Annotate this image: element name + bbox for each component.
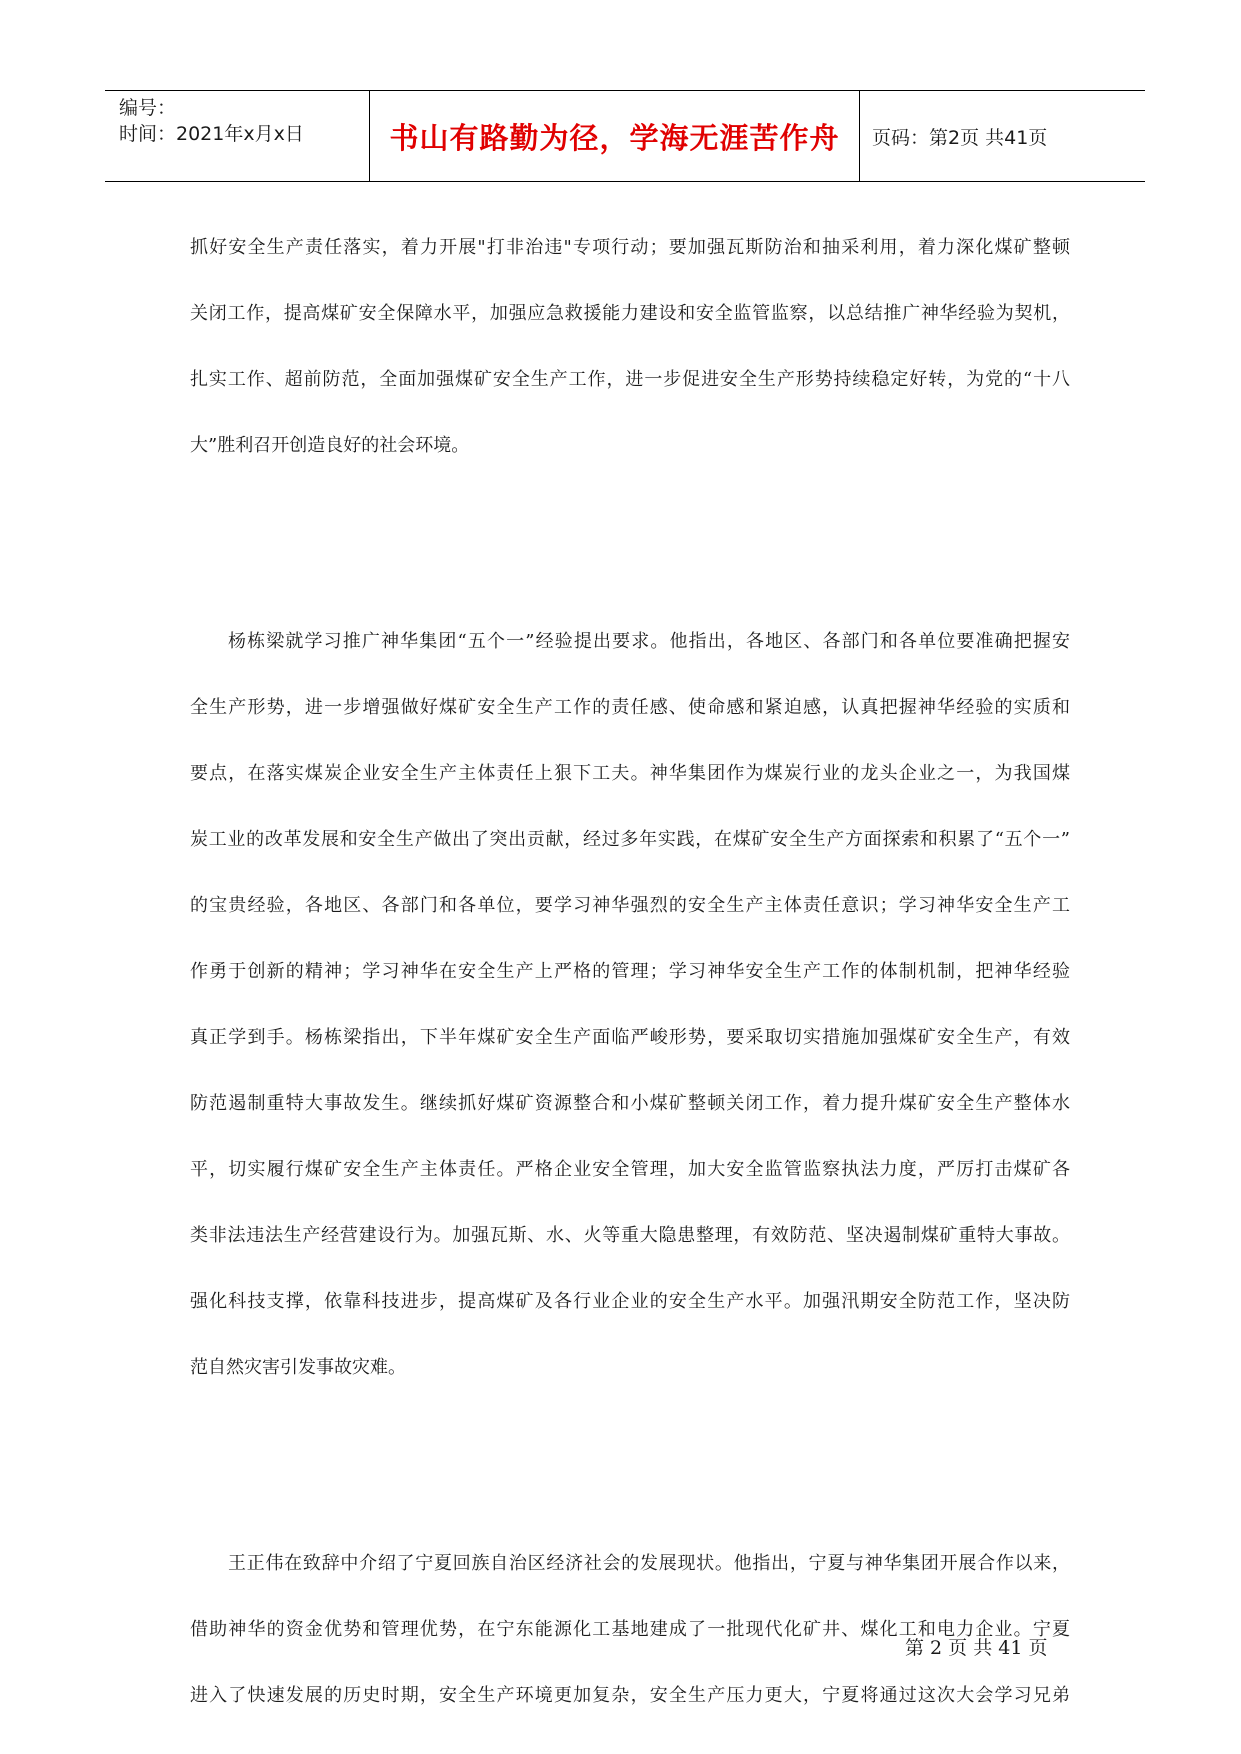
page-footer: 第 2 页 共 41 页 [905,1637,1048,1659]
paragraph-line: 抓好安全生产责任落实，着力开展"打非治违"专项行动；要加强瓦斯防治和抽采利用，着力深化煤矿整顿 [190,237,1070,258]
paragraph-line: 作勇于创新的精神；学习神华在安全生产上严格的管理；学习神华安全生产工作的体制机制，把神华经验 [190,961,1070,982]
paragraph-line: 杨栋梁就学习推广神华集团“五个一”经验提出要求。他指出，各地区、各部门和各单位要准确把握安 [228,631,1070,652]
paragraph-line: 真正学到手。杨栋梁指出，下半年煤矿安全生产面临严峻形势，要采取切实措施加强煤矿安全生产，有效 [190,1027,1070,1048]
paragraph-line: 防范遏制重特大事故发生。继续抓好煤矿资源整合和小煤矿整顿关闭工作，着力提升煤矿安全生产整体水 [190,1093,1070,1114]
paragraph-2 [190,609,1070,1401]
paragraph-line: 借助神华的资金优势和管理优势，在宁东能源化工基地建成了一批现代化矿井、煤化工和电力企业。宁夏 [190,1619,1070,1640]
paragraph-line: 进入了快速发展的历史时期，安全生产环境更加复杂，安全生产压力更大，宁夏将通过这次大会学习兄弟 [190,1685,1070,1706]
paragraph-line: 强化科技支撑，依靠科技进步，提高煤矿及各行业企业的安全生产水平。加强汛期安全防范工作，坚决防 [190,1291,1070,1312]
paragraph-line: 平，切实履行煤矿安全生产主体责任。严格企业安全管理，加大安全监管监察执法力度，严厉打击煤矿各 [190,1159,1070,1180]
paragraph-line: 类非法违法生产经营建设行为。加强瓦斯、水、火等重大隐患整理，有效防范、坚决遏制煤矿重特大事故。 [190,1225,1070,1246]
paragraph-line: 大”胜利召开创造良好的社会环境。 [190,435,470,456]
paragraph-line: 要点，在落实煤炭企业安全生产主体责任上狠下工夫。神华集团作为煤炭行业的龙头企业之一，为我国煤 [190,763,1070,784]
page-header [105,90,1145,182]
paragraph-3 [190,1531,1070,1729]
paragraph-gap [190,1401,1070,1531]
header-page-cell [860,91,1145,181]
paragraph-gap [190,479,1070,609]
header-page-code: 页码：第2页 共41页 [872,126,1048,149]
paragraph-line: 范自然灾害引发事故灾难。 [190,1357,406,1378]
header-info-cell [105,91,370,181]
paragraph-line: 全生产形势，进一步增强做好煤矿安全生产工作的责任感、使命感和紧迫感，认真把握神华经验的实质和 [190,697,1070,718]
paragraph-line: 炭工业的改革发展和安全生产做出了突出贡献，经过多年实践，在煤矿安全生产方面探索和积累了“五个一” [190,829,1070,850]
header-motto-cell [370,91,860,181]
motto-text: 书山有路勤为径，学海无涯苦作舟 [389,120,840,155]
paragraph-line: 的宝贵经验，各地区、各部门和各单位，要学习神华强烈的安全生产主体责任意识；学习神华安全生产工 [190,895,1070,916]
paragraph-line: 王正伟在致辞中介绍了宁夏回族自治区经济社会的发展现状。他指出，宁夏与神华集团开展合作以来， [228,1553,1070,1574]
paragraph-line: 关闭工作，提高煤矿安全保障水平，加强应急救援能力建设和安全监管监察，以总结推广神华经验为契机， [190,303,1070,324]
paragraph-line: 扎实工作、超前防范，全面加强煤矿安全生产工作，进一步促进安全生产形势持续稳定好转，为党的“十八 [190,369,1070,390]
paragraph-1 [190,215,1070,479]
document-time-label: 时间：2021年x月x日 [119,123,304,145]
document-body [190,215,1070,1729]
document-number-label: 编号： [119,97,177,119]
